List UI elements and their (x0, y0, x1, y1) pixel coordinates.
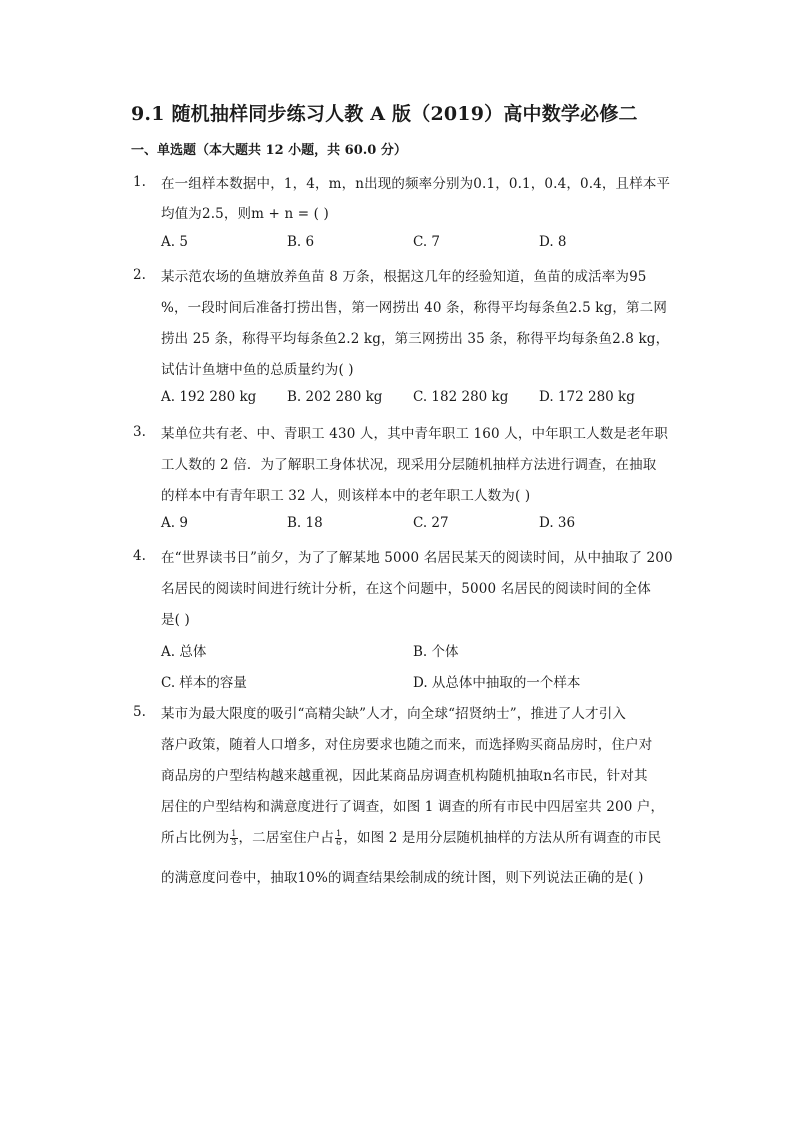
question-4-line: 是( ) (161, 612, 190, 628)
fraction-one-sixth (335, 830, 342, 847)
question-5-line: 落户政策，随着人口增多，对住房要求也随之而来，而选择购买商品房时，住户对 (161, 737, 653, 753)
question-3-line: 某单位共有老、中、青职工 430 人，其中青年职工 160 人，中年职工人数是老年职 (161, 426, 668, 442)
question-2-option-d[interactable]: D. 172 280 kg (539, 389, 635, 405)
question-1-line: 在一组样本数据中，1，4，m，n出现的频率分别为0.1，0.1，0.4，0.4，且样本平 (161, 176, 671, 192)
question-5-line: 居住的户型结构和满意度进行了调查，如图 1 调查的所有市民中四居室共 200 户， (161, 799, 665, 815)
question-4-line: 名居民的阅读时间进行统计分析，在这个问题中，5000 名居民的阅读时间的全体 (161, 581, 651, 597)
fraction-denominator: 6 (336, 838, 342, 847)
question-2-line: 捞出 25 条，称得平均每条鱼2.2 kg，第三网捞出 35 条，称得平均每条鱼2.8 kg， (161, 331, 670, 347)
question-3-option-a[interactable]: A. 9 (161, 515, 188, 531)
fraction-numerator: 1 (231, 829, 237, 838)
question-3-option-b[interactable]: B. 18 (287, 515, 323, 531)
question-3-line: 工人数的 2 倍．为了解职工身体状况，现采用分层随机抽样方法进行调查，在抽取 (161, 457, 657, 473)
question-1-option-d[interactable]: D. 8 (539, 234, 567, 250)
question-3-option-c[interactable]: C. 27 (413, 515, 449, 531)
question-2-option-c[interactable]: C. 182 280 kg (413, 389, 509, 405)
question-3-number: 3. (133, 424, 146, 440)
question-5-line-fractions (161, 826, 661, 847)
question-2-line: 某示范农场的鱼塘放养鱼苗 8 万条，根据这几年的经验知道，鱼苗的成活率为95 (161, 269, 647, 285)
question-2-option-a[interactable]: A. 192 280 kg (161, 389, 257, 405)
question-5-line: 商品房的户型结构越来越重视，因此某商品房调查机构随机抽取n名市民，针对其 (161, 768, 648, 784)
question-4-option-d[interactable]: D. 从总体中抽取的一个样本 (413, 675, 581, 691)
question-1-number: 1. (133, 174, 146, 190)
question-2-line: 试估计鱼塘中鱼的总质量约为( ) (161, 362, 354, 378)
question-4-line: 在“世界读书日”前夕，为了了解某地 5000 名居民某天的阅读时间，从中抽取了 200 (161, 550, 673, 566)
question-2-number: 2. (133, 267, 146, 283)
question-1-option-a[interactable]: A. 5 (161, 234, 188, 250)
page-title: 9.1 随机抽样同步练习人教 A 版（2019）高中数学必修二 (131, 103, 638, 125)
fraction-one-third (230, 830, 237, 847)
question-2-option-b[interactable]: B. 202 280 kg (287, 389, 383, 405)
text-segment: ，如图 2 是用分层随机抽样的方法从所有调查的市民 (343, 830, 662, 846)
section-heading: 一、单选题（本大题共 12 小题，共 60.0 分） (131, 143, 407, 158)
question-4-option-b[interactable]: B. 个体 (413, 644, 459, 660)
text-segment: 所占比例为 (161, 830, 230, 846)
question-4-option-a[interactable]: A. 总体 (161, 644, 207, 660)
question-3-line: 的样本中有青年职工 32 人，则该样本中的老年职工人数为( ) (161, 488, 531, 504)
question-3-option-d[interactable]: D. 36 (539, 515, 576, 531)
fraction-denominator: 3 (231, 838, 237, 847)
question-4-option-c[interactable]: C. 样本的容量 (161, 675, 247, 691)
question-1-option-c[interactable]: C. 7 (413, 234, 441, 250)
question-5-number: 5. (133, 704, 146, 720)
fraction-numerator: 1 (336, 829, 342, 838)
text-segment: ，二居室住户占 (238, 830, 335, 846)
question-5-line: 的满意度问卷中，抽取10%的调查结果绘制成的统计图，则下列说法正确的是( ) (161, 870, 644, 886)
question-1-option-b[interactable]: B. 6 (287, 234, 315, 250)
question-2-line: %，一段时间后准备打捞出售，第一网捞出 40 条，称得平均每条鱼2.5 kg，第二网 (161, 300, 667, 316)
question-4-number: 4. (133, 548, 146, 564)
question-1-line: 均值为2.5，则m + n = ( ) (161, 206, 329, 222)
question-5-line: 某市为最大限度的吸引“高精尖缺”人才，向全球“招贤纳士”，推进了人才引入 (161, 706, 627, 722)
